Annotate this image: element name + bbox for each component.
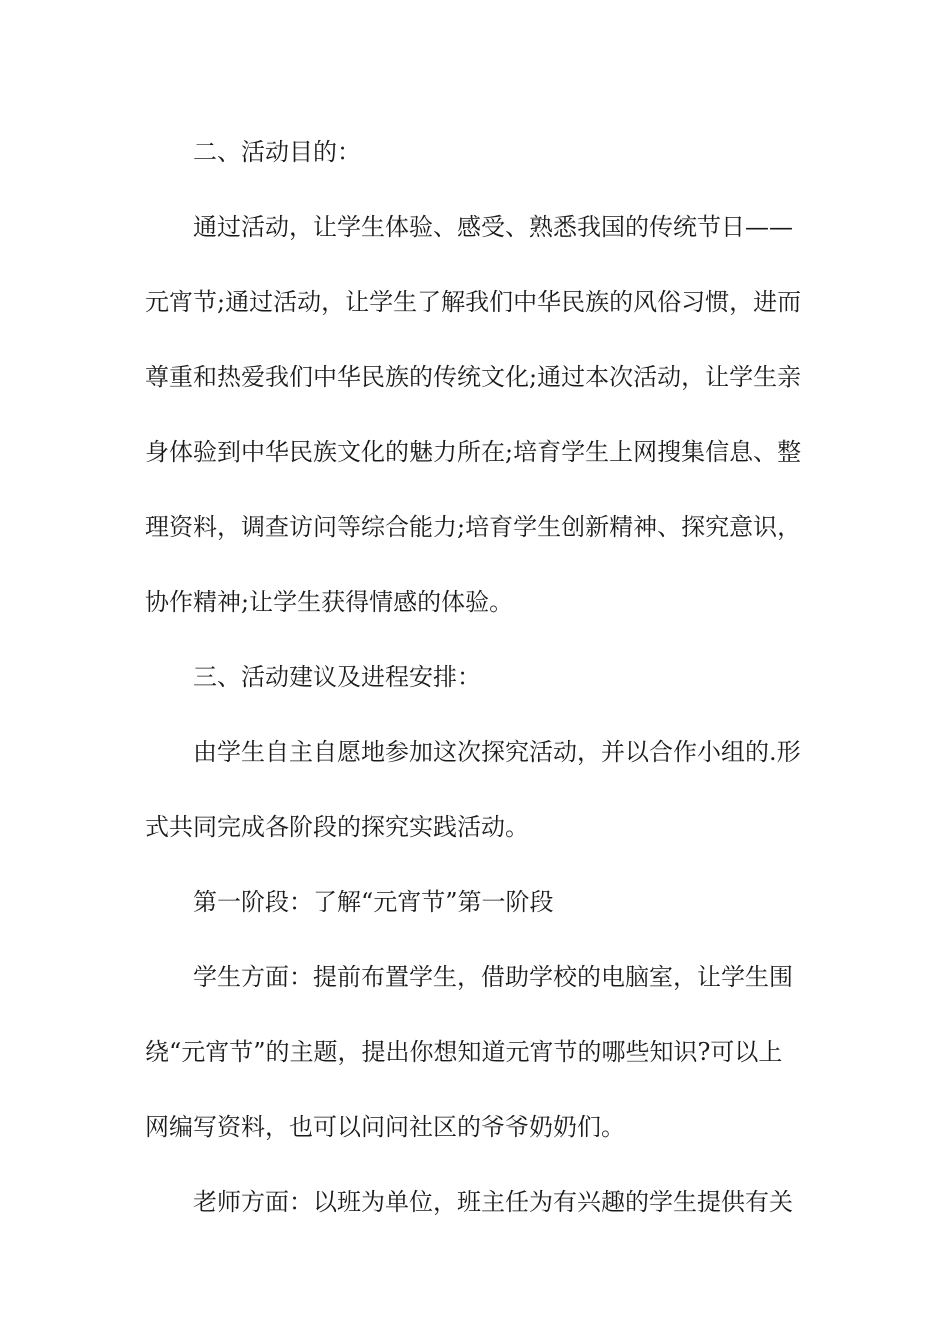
section-heading-activity-plan: 三、活动建议及进程安排： [193,663,481,691]
paragraph-line: 老师方面：以班为单位，班主任为有兴趣的学生提供有关 [193,1188,793,1216]
paragraph-line: 由学生自主自愿地参加这次探究活动，并以合作小组的.形 [193,738,801,766]
paragraph-line: 元宵节;通过活动，让学生了解我们中华民族的风俗习惯，进而 [145,288,802,316]
paragraph-line: 协作精神;让学生获得情感的体验。 [145,588,514,616]
paragraph-line: 网编写资料，也可以问问社区的爷爷奶奶们。 [145,1113,625,1141]
paragraph-line: 理资料，调查访问等综合能力;培育学生创新精神、探究意识， [145,513,802,541]
paragraph-line: 学生方面：提前布置学生，借助学校的电脑室，让学生围 [193,963,793,991]
paragraph-line: 绕“元宵节”的主题，提出你想知道元宵节的哪些知识?可以上 [145,1038,783,1066]
paragraph-line: 式共同完成各阶段的探究实践活动。 [145,813,529,841]
paragraph-line: 尊重和热爱我们中华民族的传统文化;通过本次活动，让学生亲 [145,363,802,391]
paragraph-line: 通过活动，让学生体验、感受、熟悉我国的传统节日—— [193,213,793,241]
paragraph-line: 身体验到中华民族文化的魅力所在;培育学生上网搜集信息、整 [145,438,802,466]
stage-heading: 第一阶段：了解“元宵节”第一阶段 [193,888,554,916]
section-heading-activity-goals: 二、活动目的： [193,138,361,166]
